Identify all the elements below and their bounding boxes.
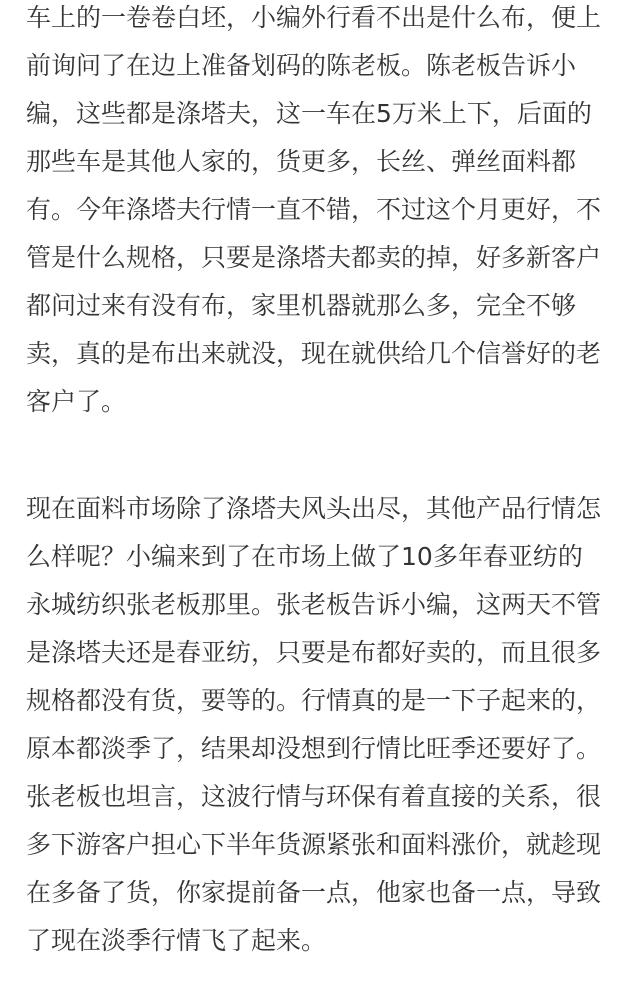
paragraph-line: 编，这些都是涤塔夫，这一车在5万米上下，后面的 [26,99,592,128]
paragraph-line: 有。今年涤塔夫行情一直不错，不过这个月更好，不 [26,195,602,224]
paragraph-line: 原本都淡季了，结果却没想到行情比旺季还要好了。 [26,734,602,763]
paragraph-line: 在多备了货，你家提前备一点，他家也备一点，导致 [26,878,602,907]
paragraph-line: 了现在淡季行情飞了起来。 [26,926,327,955]
paragraph-line: 张老板也坦言，这波行情与环保有着直接的关系，很 [26,782,602,811]
paragraph-line: 卖，真的是布出来就没，现在就供给几个信誉好的老 [26,339,602,368]
paragraph-line: 管是什么规格，只要是涤塔夫都卖的掉，好多新客户 [26,243,602,272]
paragraph-line: 么样呢？小编来到了在市场上做了10多年春亚纺的 [26,542,583,571]
paragraph-2 [26,485,626,965]
paragraph-line: 都问过来有没有布，家里机器就那么多，完全不够 [26,291,577,320]
paragraph-line: 多下游客户担心下半年货源紧张和面料涨价，就趁现 [26,830,602,859]
article-body [26,0,626,965]
paragraph-line: 客户了。 [26,387,127,416]
paragraph-line: 前询问了在边上准备划码的陈老板。陈老板告诉小 [26,51,577,80]
paragraph-line: 永城纺织张老板那里。张老板告诉小编，这两天不管 [26,590,602,619]
paragraph-1 [26,0,626,426]
paragraph-spacer [26,426,626,485]
paragraph-line: 车上的一卷卷白坯，小编外行看不出是什么布，便上 [26,3,602,32]
paragraph-line: 规格都没有货，要等的。行情真的是一下子起来的， [26,686,602,715]
paragraph-line: 那些车是其他人家的，货更多，长丝、弹丝面料都 [26,147,577,176]
paragraph-line: 是涤塔夫还是春亚纺，只要是布都好卖的，而且很多 [26,638,602,667]
paragraph-line: 现在面料市场除了涤塔夫风头出尽，其他产品行情怎 [26,494,602,523]
